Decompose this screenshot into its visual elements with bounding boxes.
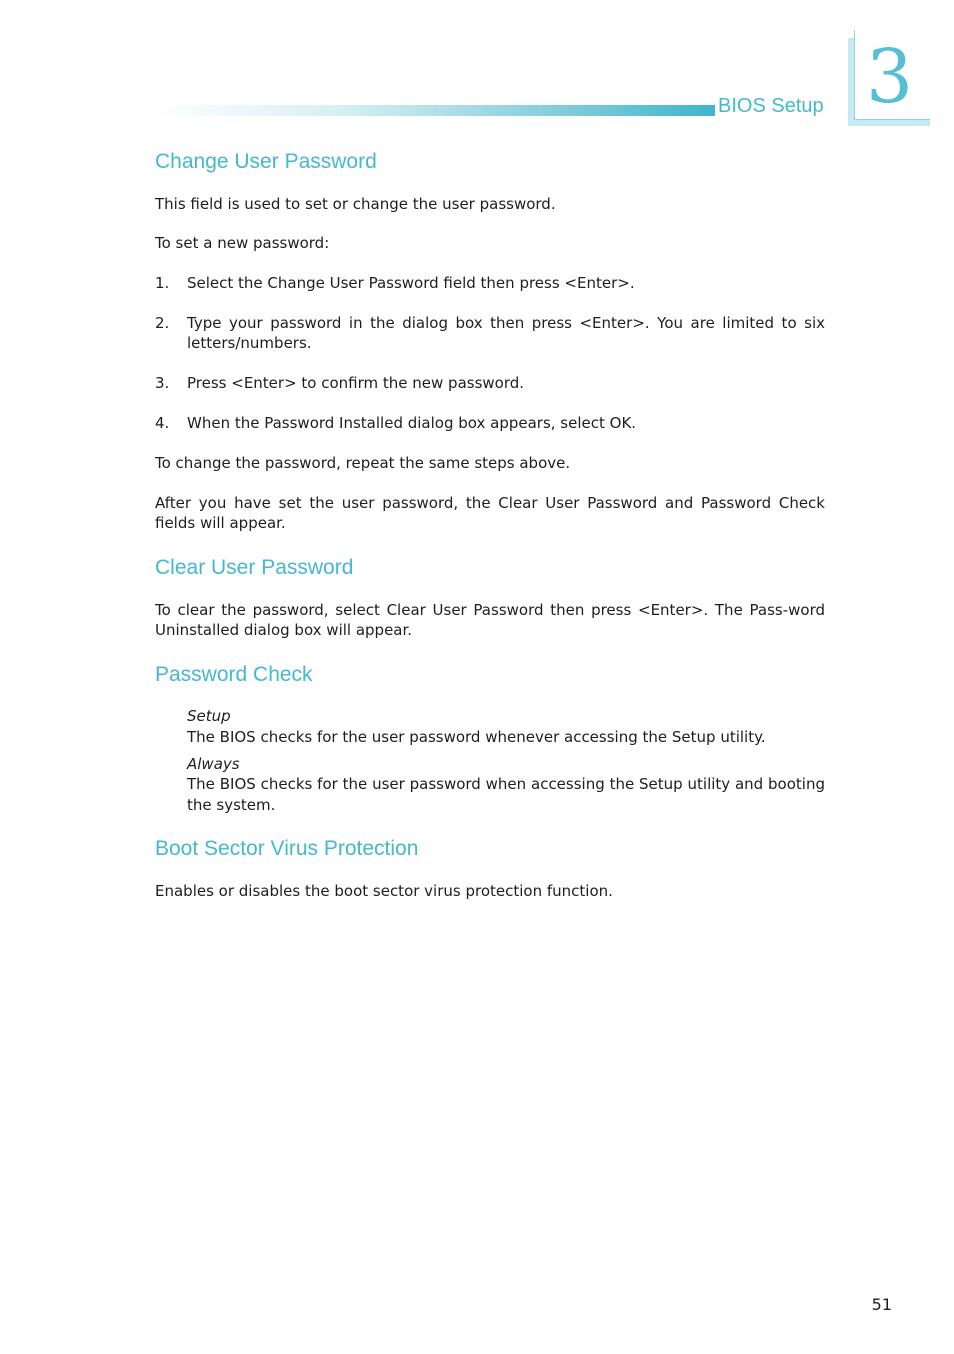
paragraph-after: After you have set the user password, the Clear User Password and Password Check fields will appear.	[155, 494, 825, 532]
paragraph-to-change: To change the password, repeat the same steps above.	[155, 454, 571, 472]
list-item-number: 3.	[155, 374, 170, 392]
paragraph-intro: This field is used to set or change the user password.	[155, 195, 556, 213]
list-item-text: When the Password Installed dialog box appears, select OK.	[187, 414, 637, 432]
list-item-number: 2.	[155, 314, 170, 332]
list-item-number: 1.	[155, 274, 170, 292]
option-desc-always: The BIOS checks for the user password when accessing the Setup utility and booting the system.	[187, 775, 825, 814]
heading-change-user-password: Change User Password	[155, 150, 377, 173]
page-number: 51	[871, 1295, 892, 1314]
header-gradient-bar	[155, 105, 715, 116]
paragraph-to-set: To set a new password:	[155, 234, 330, 252]
heading-password-check: Password Check	[155, 663, 313, 686]
option-desc-setup: The BIOS checks for the user password whenever accessing the Setup utility.	[187, 728, 766, 746]
list-item-text: Select the Change User Password field then press <Enter>.	[187, 274, 635, 292]
option-name-setup: Setup	[187, 707, 231, 725]
chapter-tab-shadow-bottom	[848, 120, 930, 126]
list-item-text: Type your password in the dialog box then press <Enter>. You are limited to six letters/numbers.	[187, 314, 825, 352]
paragraph-clear-user-password: To clear the password, select Clear User Password then press <Enter>. The Pass-word Uninstalled dialog box will appear.	[155, 601, 825, 639]
heading-clear-user-password: Clear User Password	[155, 556, 354, 579]
chapter-tab	[848, 30, 930, 126]
list-item-number: 4.	[155, 414, 170, 432]
chapter-tab-rule-left	[854, 30, 855, 120]
paragraph-boot-sector-virus-protection: Enables or disables the boot sector virus protection function.	[155, 882, 613, 900]
chapter-number: 3	[866, 34, 914, 120]
header-title: BIOS Setup	[718, 95, 824, 117]
list-item-text: Press <Enter> to confirm the new password.	[187, 374, 525, 392]
option-name-always: Always	[187, 755, 240, 773]
heading-boot-sector-virus-protection: Boot Sector Virus Protection	[155, 837, 419, 860]
